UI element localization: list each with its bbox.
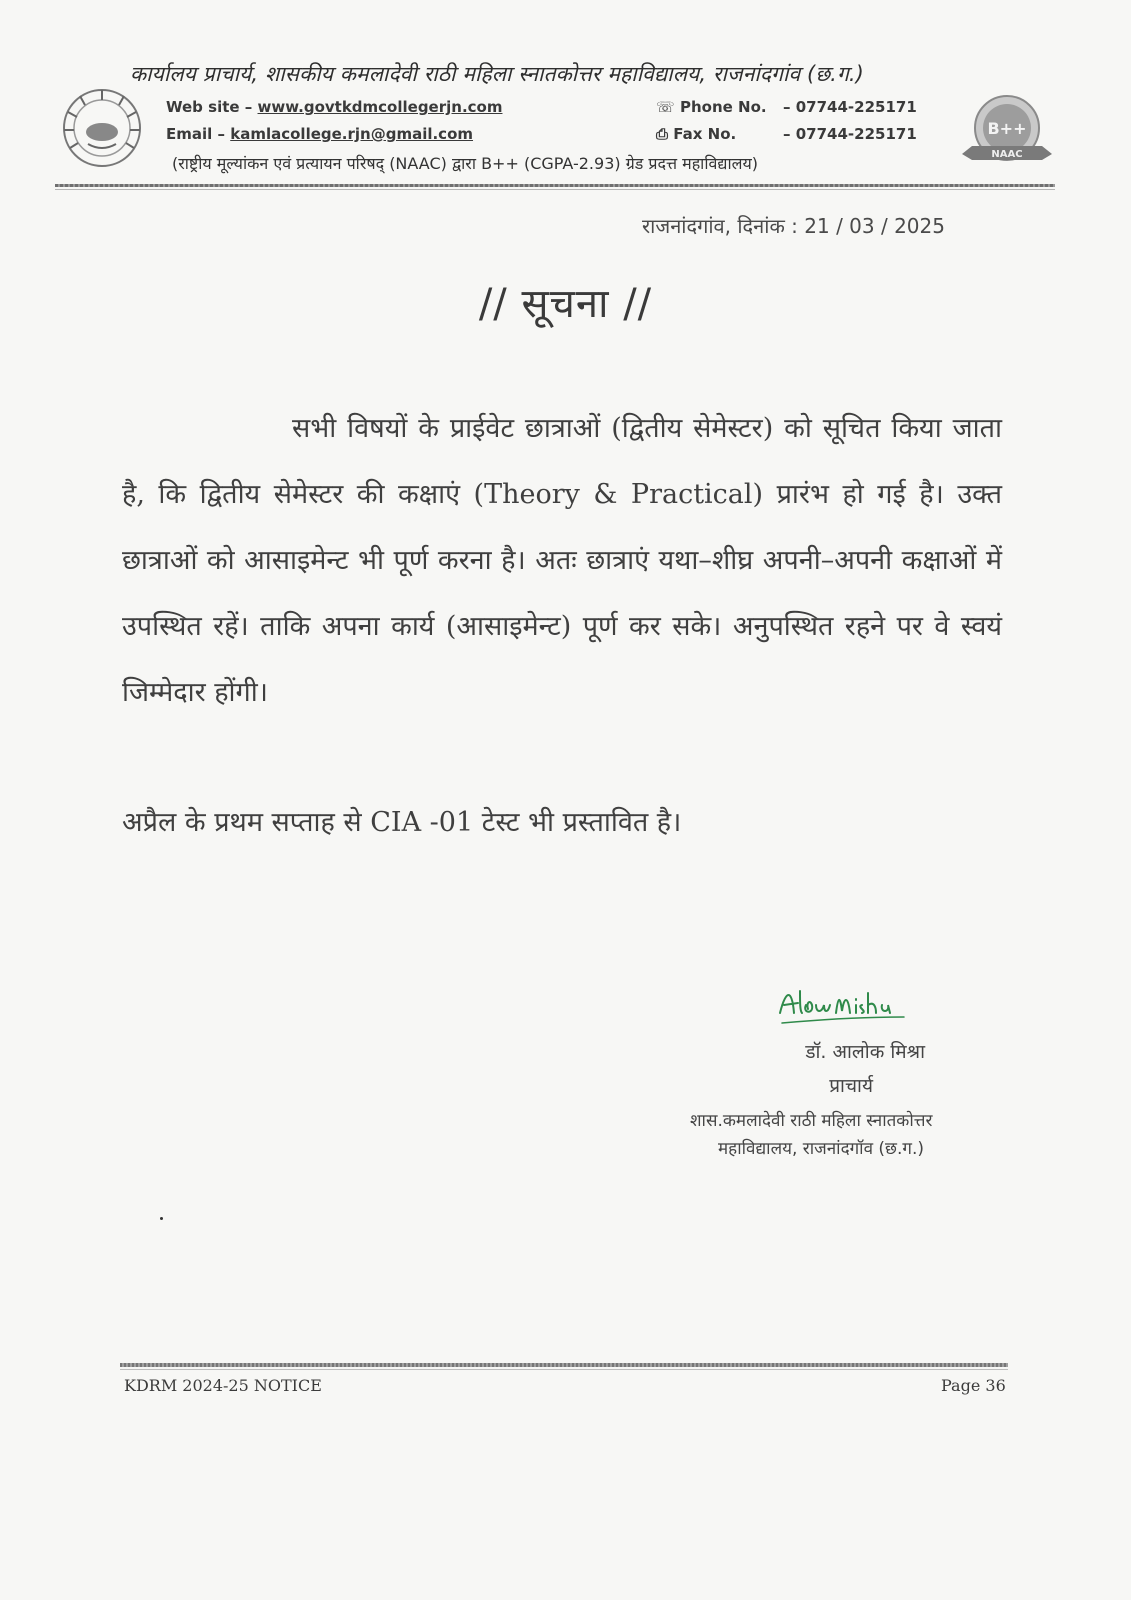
naac-badge-org: NAAC xyxy=(991,149,1023,160)
signatory-name: डॉ. आलोक मिश्रा xyxy=(805,1041,925,1063)
website-line xyxy=(166,98,502,116)
signatory-institution-line2: महाविद्यालय, राजनांदगॉव (छ.ग.) xyxy=(718,1139,924,1159)
email-link[interactable]: kamlacollege.rjn@gmail.com xyxy=(230,125,474,143)
footer-divider-thin xyxy=(120,1369,1008,1370)
notice-title: // सूचना // xyxy=(478,281,653,327)
naac-badge-icon xyxy=(962,90,1062,170)
fax-icon: ⎙ xyxy=(656,125,669,143)
header-divider xyxy=(55,184,1055,187)
college-emblem-icon xyxy=(60,86,144,170)
footer-page-number: Page 36 xyxy=(941,1376,1006,1395)
footer-divider xyxy=(120,1363,1008,1367)
website-label: Web site – xyxy=(166,98,258,116)
date-line: राजनांदगांव, दिनांक : 21 / 03 / 2025 xyxy=(642,214,945,238)
signatory-designation: प्राचार्य xyxy=(829,1075,873,1097)
footer-document-id: KDRM 2024-25 NOTICE xyxy=(124,1376,322,1395)
header-divider-thin xyxy=(55,189,1055,190)
phone-number: – 07744-225171 xyxy=(783,98,917,116)
notice-body-paragraph: सभी विषयों के प्राईवेट छात्राओं (द्वितीय सेमेस्टर) को सूचित किया जाता है, कि द्वितीय सेमेस्टर की कक्षाएं (Theory & Practical) प्रारंभ हो गई है। उक्त छात्राओं को आसाइमेन्ट भी पूर्ण करना है। अतः छात्राएं यथा–शीघ्र अपनी–अपनी कक्षाओं में उपस्थित रहें। ताकि अपना कार्य (आसाइमेन्ट) पूर्ण कर सके। अनुपस्थित रहने पर वे स्वयं जिम्मेदार होंगी। xyxy=(122,413,1002,708)
naac-accreditation-line: (राष्ट्रीय मूल्यांकन एवं प्रत्यायन परिषद् (NAAC) द्वारा B++ (CGPA-2.93) ग्रेड प्रदत्त महाविद्यालय) xyxy=(172,154,758,173)
email-label: Email – xyxy=(166,125,231,143)
scan-speck xyxy=(160,1217,163,1220)
notice-body-last-line: अप्रैल के प्रथम सप्ताह से CIA -01 टेस्ट भी प्रस्तावित है। xyxy=(122,807,682,838)
phone-icon: ☏ xyxy=(656,98,675,116)
phone-line xyxy=(656,98,767,116)
email-line xyxy=(166,125,473,143)
fax-label: Fax No. xyxy=(673,125,737,143)
website-link[interactable]: www.govtkdmcollegerjn.com xyxy=(257,98,503,116)
fax-line xyxy=(656,125,736,143)
fax-number: – 07744-225171 xyxy=(783,125,917,143)
college-name-header: कार्यालय प्राचार्य, शासकीय कमलादेवी राठी महिला स्नातकोत्तर महाविद्यालय, राजनांदगांव (छ.ग.) xyxy=(130,62,864,86)
phone-label: Phone No. xyxy=(680,98,767,116)
naac-badge-grade: B++ xyxy=(987,119,1027,138)
handwritten-signature xyxy=(776,983,926,1027)
signatory-institution-line1: शास.कमलादेवी राठी महिला स्नातकोत्तर xyxy=(690,1111,933,1131)
